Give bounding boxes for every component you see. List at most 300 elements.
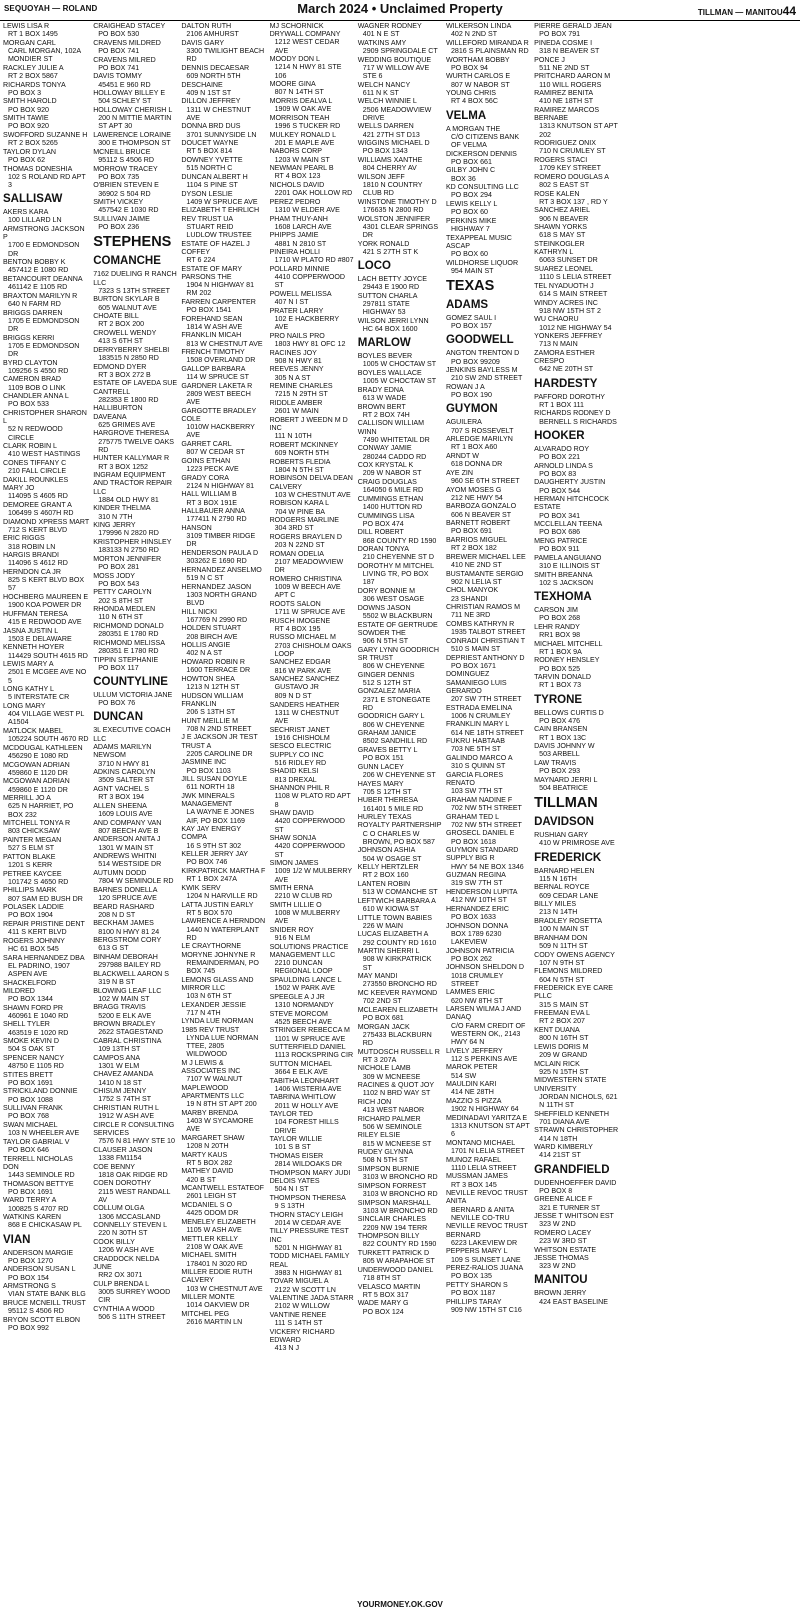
owner-address: 410 NE 2ND ST xyxy=(450,560,502,569)
owner-entry xyxy=(181,942,265,975)
owner-name: MORTON JENNIFER xyxy=(93,554,162,563)
owner-entry xyxy=(3,1196,89,1212)
owner-entry xyxy=(93,953,177,969)
owner-name: CAMPOS ANA xyxy=(93,1053,141,1062)
owner-name: POWELL MELISSA xyxy=(269,289,332,298)
owner-entry xyxy=(93,785,177,801)
owner-address: 120 SPRUCE AVE xyxy=(98,893,157,902)
owner-address: 822 COUNTY RD 1590 xyxy=(362,1240,437,1249)
owner-address: 614 NE 18TH STREET xyxy=(450,728,524,737)
owner-address: 1608 LARCH AVE xyxy=(274,222,332,231)
owner-address: PO BOX 768 xyxy=(8,1112,50,1121)
owner-entry xyxy=(270,332,354,348)
owner-name: PEREZ PEDRO xyxy=(269,197,321,206)
owner-name: M J LEWIS & ASSOCIATES INC xyxy=(181,1058,241,1075)
owner-name: COLLUM OLGA xyxy=(93,1204,145,1213)
owner-address: PO BOX 646 xyxy=(8,1146,50,1155)
city-heading: COUNTYLINE xyxy=(93,675,168,688)
owner-address: 2209 NW 194 TERR xyxy=(362,1223,428,1232)
owner-name: YONKERS JEFFREY xyxy=(534,332,603,341)
owner-entry xyxy=(270,458,354,474)
owner-entry xyxy=(3,660,89,685)
owner-name: MAPLEWOOD APARTMENTS LLC xyxy=(181,1083,245,1100)
city-heading: HOOKER xyxy=(534,429,585,442)
city-heading: TYRONE xyxy=(534,693,583,706)
owner-entry xyxy=(181,1134,265,1150)
owner-entry xyxy=(534,640,618,656)
owner-entry xyxy=(534,709,618,725)
owner-address: 303262 E 1690 RD xyxy=(186,557,247,566)
owner-address: 1110 S LELIA STREET xyxy=(539,273,612,282)
owner-address: PO BOX 124 xyxy=(362,1307,404,1316)
owner-entry xyxy=(181,1268,265,1293)
owner-name: WATKINS AMY xyxy=(357,38,407,47)
owner-address: 318 ROBIN LN xyxy=(8,542,56,551)
owner-name: LONG KATHY L xyxy=(3,685,54,694)
owner-address: 800 N 16TH ST xyxy=(539,1034,589,1043)
owner-name: FREDERICK EYE CARE PLLC xyxy=(534,984,613,1001)
owner-name: JOHNSON ASHIA xyxy=(357,846,416,855)
owner-entry xyxy=(181,1310,265,1326)
owner-entry xyxy=(181,758,265,774)
owner-name: SHELL TYLER xyxy=(3,1020,50,1029)
owner-address: 323 W 2ND xyxy=(539,1220,576,1229)
owner-entry xyxy=(3,593,89,609)
owner-address: PO BOX 1691 xyxy=(8,1187,53,1196)
owner-entry xyxy=(3,22,89,38)
owner-entry xyxy=(358,1199,442,1215)
owner-entry xyxy=(358,39,442,55)
owner-address: PO BOX 117 xyxy=(98,663,139,672)
owner-entry xyxy=(3,551,89,567)
owner-address: PO BOX 920 xyxy=(8,122,50,131)
owner-address: RT 3 BOX 145 xyxy=(450,1180,497,1189)
owner-entry xyxy=(93,404,177,429)
owner-entry xyxy=(3,853,89,869)
owner-entry xyxy=(93,22,177,38)
owner-address: 1223 PECK AVE xyxy=(186,464,239,473)
owner-name: FREEMAN EVA L xyxy=(534,1009,590,1018)
owner-address: PO BOX 661 xyxy=(450,157,492,166)
owner-address: 1311 W CHESTNUT AVE xyxy=(274,708,339,725)
owner-name: CHAVEZ AMANDA xyxy=(93,1070,154,1079)
owner-name: MARTY KAUS xyxy=(181,1150,228,1159)
owner-name: MARGARET SHAW xyxy=(181,1133,245,1142)
owner-address: PO BOX 1618 xyxy=(450,837,496,846)
owner-entry xyxy=(93,1037,177,1053)
owner-name: WATKINS KAREN xyxy=(3,1213,61,1222)
owner-entry xyxy=(446,200,530,216)
owner-address: 4301 CLEAR SPRINGS DR xyxy=(362,222,439,239)
owner-name: WELCH NANCY xyxy=(357,80,411,89)
owner-name: CYNTHIA A WOOD xyxy=(93,1304,155,1313)
owner-address: 421 S 27TH ST K xyxy=(362,247,419,256)
owner-address: 1503 E DELAWARE xyxy=(8,634,72,643)
owner-address: 2106 AMHURST xyxy=(186,30,239,39)
owner-entry xyxy=(446,737,530,753)
owner-entry xyxy=(93,312,177,328)
owner-name: MORRISON TEAH xyxy=(269,113,330,122)
owner-address: 954 MAIN ST xyxy=(450,266,494,275)
owner-address: 414 21ST ST xyxy=(539,1151,581,1160)
owner-name: NABORS CORP xyxy=(269,147,322,156)
owner-entry xyxy=(270,884,354,900)
owner-entry xyxy=(358,863,442,879)
owner-address: 7215 N 29TH ST xyxy=(274,390,328,399)
owner-entry xyxy=(181,692,265,717)
owner-address: 1311 W CHESTNUT AVE xyxy=(186,105,251,122)
owner-entry xyxy=(270,22,354,55)
owner-address: 1409 W SPRUCE AVE xyxy=(186,197,258,206)
listing-column xyxy=(532,22,620,1594)
owner-name: AGNT VACHEL S xyxy=(93,784,150,793)
owner-address: 210 SW 2ND STREET xyxy=(450,374,523,383)
owner-entry xyxy=(446,771,530,796)
owner-name: LAW TRAVIS xyxy=(534,758,577,767)
owner-address: 1214 N HWY 81 STE 106 xyxy=(274,63,342,80)
owner-address: 206 W CHEYENNE ST xyxy=(362,770,436,779)
owner-entry xyxy=(446,486,530,502)
owner-name: RACINES JOY xyxy=(269,348,317,357)
owner-name: VANTINE RENEE xyxy=(269,1311,327,1320)
owner-name: BURTON SKYLAR B xyxy=(93,295,160,304)
owner-address: 1301 W ELM xyxy=(98,1061,140,1070)
owner-entry xyxy=(534,1212,618,1228)
owner-entry xyxy=(93,346,177,362)
owner-name: HALLIBURTON DAVEANA xyxy=(93,404,143,421)
owner-name: CLAUSER JASON xyxy=(93,1145,153,1154)
owner-entry xyxy=(181,348,265,364)
owner-name: TEXAPPEAL MUSIC ASCAP xyxy=(445,233,512,250)
owner-entry xyxy=(3,275,89,291)
owner-entry xyxy=(181,901,265,917)
owner-entry xyxy=(3,568,89,593)
owner-name: SMITH ERNA xyxy=(269,884,314,893)
owner-address: 816 W PARK AVE xyxy=(274,666,332,675)
owner-address: BERNARD & ANITA NEVILLE CO-TRU xyxy=(450,1205,514,1222)
owner-name: WIGGINS MICHAEL D xyxy=(357,139,430,148)
owner-name: TILLY PRESSURE TEST INC xyxy=(269,1227,349,1244)
owner-address: 36902 S 504 RD xyxy=(98,189,151,198)
owner-address: 509 N 11TH ST xyxy=(539,941,588,950)
owner-name: LEWIS KELLY L xyxy=(445,199,498,208)
owner-address: PO BOX 686 xyxy=(539,528,581,537)
city-heading: GUYMON xyxy=(445,403,498,416)
city-heading: SALLISAW xyxy=(3,193,63,206)
listing-column xyxy=(268,22,356,1594)
listing-column xyxy=(444,22,532,1594)
owner-entry xyxy=(270,248,354,264)
city-heading: GOODWELL xyxy=(445,334,514,347)
owner-address: 2501 E MCGEE AVE NO 5 xyxy=(8,668,87,685)
owner-name: MUSSMAN JAMES xyxy=(445,1172,508,1181)
owner-entry xyxy=(446,72,530,88)
header-left-range: SEQUOYAH — ROLAND xyxy=(4,4,98,13)
owner-entry xyxy=(93,1238,177,1254)
owner-name: SHAWN YORKS xyxy=(534,223,587,232)
owner-name: HILL NICKI xyxy=(181,607,217,616)
owner-address: 510 S MAIN ST xyxy=(450,644,501,653)
owner-address: 1313 KNUTSON ST APT 6 xyxy=(450,1121,530,1139)
owner-address: 102 S ROLAND RD APT 3 xyxy=(8,172,86,189)
owner-name: POLLARD MINNIE xyxy=(269,264,330,273)
owner-name: RICHARDS RODNEY D xyxy=(534,409,611,418)
owner-name: DAVIS TOMMY xyxy=(93,72,143,81)
owner-name: DESCHAINE xyxy=(181,80,223,89)
owner-name: LATTA JUSTIN EARLY xyxy=(181,900,254,909)
owner-entry xyxy=(3,476,89,501)
owner-entry xyxy=(3,727,89,743)
owner-name: BOYLES WALLACE xyxy=(357,368,422,377)
owner-name: BECKHAM JAMES xyxy=(93,919,154,928)
owner-name: SULLIVAN FRANK xyxy=(3,1104,63,1113)
owner-entry xyxy=(358,495,442,511)
owner-name: LITTLE TOWN BABIES xyxy=(357,913,432,922)
owner-address: 1710 W PLATO RD #807 xyxy=(274,256,354,265)
owner-entry xyxy=(446,905,530,921)
owner-name: DALTON RUTH xyxy=(181,22,232,30)
owner-address: 410 W PRIMROSE AVE xyxy=(539,839,615,848)
owner-address: PO BOX 691 xyxy=(450,527,492,536)
owner-entry xyxy=(3,131,89,147)
owner-entry xyxy=(3,1155,89,1180)
owner-name: WURTH CARLOS E xyxy=(445,72,511,81)
owner-entry xyxy=(534,349,618,374)
owner-name: LANTEN ROBIN xyxy=(357,879,411,888)
owner-address: 1006 N CRUMLEY xyxy=(450,711,511,720)
owner-name: THOMPSON BILLY xyxy=(357,1232,420,1241)
owner-address: 1701 N LELIA STREET xyxy=(450,1146,525,1155)
owner-entry xyxy=(270,1152,354,1168)
owner-entry xyxy=(358,930,442,946)
owner-address: 282353 E 1800 RD xyxy=(98,395,159,404)
owner-address: HC 61 BOX 545 xyxy=(8,944,59,953)
owner-address: 707 S ROSSEVELT xyxy=(450,426,514,435)
owner-name: RICHARDS TONYA xyxy=(3,80,66,89)
owner-address: 3005 SURREY WOOD CIR xyxy=(98,1288,171,1305)
owner-address: 2601 W MAIN xyxy=(274,407,319,416)
owner-name: MAZZIO S PIZZA xyxy=(445,1096,502,1105)
owner-entry xyxy=(3,309,89,334)
owner-name: BARRIOS MIGUEL xyxy=(445,535,508,544)
owner-address: STUART REID LUDLOW TRUSTEE xyxy=(186,222,252,239)
listing-column xyxy=(179,22,267,1594)
owner-address: 456290 E 1080 RD xyxy=(8,751,69,760)
owner-address: 321 E TURNER ST xyxy=(539,1203,601,1212)
owner-entry xyxy=(93,835,177,851)
owner-name: CRADDOCK NELDA JUNE xyxy=(93,1254,160,1272)
owner-name: SUTTERFIELD DANIEL xyxy=(269,1043,346,1052)
owner-entry xyxy=(358,989,442,1005)
owner-name: SPAULDING LANCE L xyxy=(269,975,342,984)
owner-name: SANCHEZ EDGAR xyxy=(269,658,331,667)
owner-address: 1410 N 18 ST xyxy=(98,1078,142,1087)
owner-name: MCGOWAN ADRIAN xyxy=(3,760,70,769)
owner-address: 414 NE 28TH xyxy=(450,1088,494,1097)
owner-entry xyxy=(181,240,265,265)
owner-entry xyxy=(358,1023,442,1048)
owner-entry xyxy=(181,490,265,506)
owner-name: PATTON BLAKE xyxy=(3,852,56,861)
owner-entry xyxy=(181,1084,265,1109)
owner-name: TABITHA LEONHART xyxy=(269,1076,340,1085)
owner-name: THOMAS DONESHIA xyxy=(3,164,73,173)
owner-address: 7804 W SEMINOLE RD xyxy=(98,877,174,886)
owner-address: BOX 1789 6230 LAKEVIEW xyxy=(450,929,502,946)
owner-entry xyxy=(358,1249,442,1265)
owner-address: 109 13TH ST xyxy=(98,1045,141,1054)
owner-address: PO BOX 525 xyxy=(539,664,581,673)
owner-name: SULLIVAN JAIME xyxy=(93,214,150,223)
owner-address: PO BOX 60 xyxy=(450,249,488,258)
owner-entry xyxy=(270,290,354,306)
owner-address: 1600 TERRACE DR xyxy=(186,666,251,675)
owner-entry xyxy=(3,97,89,113)
owner-name: BROWN JERRY xyxy=(534,1289,587,1298)
owner-address: 402 N A ST xyxy=(186,649,223,658)
owner-name: SHEFFIELD KENNETH xyxy=(534,1109,610,1118)
owner-entry xyxy=(3,1121,89,1137)
owner-address: PO BOX 735 xyxy=(98,172,140,181)
owner-name: TURKETT PATRICK D xyxy=(357,1249,430,1258)
owner-address: 7576 N 81 HWY STE 10 xyxy=(98,1137,175,1146)
owner-address: 960 SE 6TH STREET xyxy=(450,476,520,485)
owner-name: GOODRICH GARY L xyxy=(357,712,425,721)
owner-address: 2616 MARTIN LN xyxy=(186,1318,243,1327)
owner-name: TAYLOR DYLAN xyxy=(3,147,56,156)
owner-name: TAYLOR WILLIE xyxy=(269,1135,323,1144)
owner-address: 5200 E ELK AVE xyxy=(98,1011,152,1020)
page-number: 44 xyxy=(782,4,796,18)
owner-name: GARY LYNN GOODRICH SR TRUST xyxy=(357,645,439,662)
owner-entry xyxy=(270,1328,354,1353)
owner-entry xyxy=(358,292,442,317)
owner-address: 6223 LAKEVIEW DR xyxy=(450,1238,518,1247)
owner-name: MIDWESTERN STATE UNIVERSITY xyxy=(534,1076,607,1093)
owner-entry xyxy=(3,292,89,308)
owner-name: RODNEY HENSLEY xyxy=(534,656,600,665)
owner-address: PO BOX 1088 xyxy=(8,1095,53,1104)
owner-address: 3983 N HIGHWAY 81 xyxy=(274,1268,343,1277)
owner-address: 103 W CHESTNUT AVE xyxy=(274,490,351,499)
owner-entry xyxy=(446,846,530,871)
owner-entry xyxy=(534,139,618,155)
owner-address: 275433 BLACKBURN RD xyxy=(362,1030,432,1047)
owner-address: 401 N E ST xyxy=(362,30,400,39)
owner-address: 213 N 14TH xyxy=(539,908,578,917)
owner-name: GALINDO MARCO A xyxy=(445,753,513,762)
owner-name: DOWNS JASON xyxy=(357,603,411,612)
owner-name: DOWNEY YVETTE xyxy=(181,155,243,164)
owner-address: 1818 OAK RIDGE RD xyxy=(98,1170,168,1179)
owner-entry xyxy=(181,1151,265,1167)
owner-address: 161401 5 MILE RD xyxy=(362,804,424,813)
owner-name: NICHOLS DAVID xyxy=(269,180,325,189)
owner-address: 318 N BEAVER ST xyxy=(539,47,600,55)
owner-entry xyxy=(358,562,442,587)
owner-entry xyxy=(446,259,530,275)
owner-entry xyxy=(181,850,265,866)
owner-address: 1201 S KERR xyxy=(8,860,53,869)
owner-name: YOUNG CHRIS xyxy=(445,89,496,98)
owner-name: PHILLIPS MARK xyxy=(3,886,57,895)
owner-entry xyxy=(446,89,530,105)
owner-address: 606 N BEAVER ST xyxy=(450,510,512,519)
owner-address: 519 N C ST xyxy=(186,573,224,582)
owner-entry xyxy=(358,240,442,256)
owner-entry xyxy=(3,954,89,979)
owner-address: 178401 N 3020 RD xyxy=(186,1259,248,1268)
owner-address: 3701 SUNNYSIDE LN xyxy=(186,130,257,139)
owner-entry xyxy=(181,608,265,624)
owner-name: REEVES JENNY xyxy=(269,365,324,374)
owner-entry xyxy=(270,1077,354,1093)
owner-name: PAINTER MEGAN xyxy=(3,835,62,844)
owner-name: GOINS ETHAN xyxy=(181,456,231,465)
owner-address: 459860 E 1120 DR xyxy=(8,785,68,794)
owner-name: MEDINADAVI YARITZA E xyxy=(445,1113,528,1122)
owner-address: 300 E THOMPSON ST xyxy=(98,139,171,148)
owner-name: PRATER LARRY xyxy=(269,306,324,315)
owner-address: RT 1 BOX 9A xyxy=(539,647,582,656)
owner-address: 1502 W PARK AVE xyxy=(274,984,336,993)
owner-name: RUSSO MICHAEL M xyxy=(269,633,336,642)
owner-address: 167769 N 2990 RD xyxy=(186,615,248,624)
owner-entry xyxy=(3,1180,89,1196)
owner-entry xyxy=(270,784,354,809)
owner-address: 807 W NABOR ST xyxy=(450,80,510,89)
owner-entry xyxy=(446,754,530,770)
owner-name: MCDOUGAL KATHLEEN xyxy=(3,743,83,752)
owner-name: LEFTWICH BARBARA A xyxy=(357,896,436,905)
owner-entry xyxy=(93,852,177,868)
owner-entry xyxy=(270,147,354,163)
owner-name: J E JACKSON JR TEST TRUST A xyxy=(181,733,258,750)
owner-entry xyxy=(270,600,354,616)
owner-address: 1101 W SPRUCE AVE xyxy=(274,1034,346,1043)
owner-entry xyxy=(534,759,618,775)
owner-name: PEREZ-RALIOS JUANA xyxy=(445,1264,524,1273)
owner-address: RT 2 BOX 5265 xyxy=(8,139,58,148)
owner-name: PETTY CAROLYN xyxy=(93,588,152,597)
owner-address: 1912 W ASH AVE xyxy=(98,1112,155,1121)
owner-address: 1916 CHISHOLM xyxy=(274,733,330,742)
owner-entry xyxy=(181,566,265,582)
owner-address: 48750 E 1105 RD xyxy=(8,1062,64,1071)
owner-address: 19 N 8TH ST APT 200 xyxy=(186,1100,257,1109)
owner-address: PO BOX 268 xyxy=(539,614,581,623)
owner-entry xyxy=(181,549,265,565)
owner-address: PO BOX 3 xyxy=(8,88,42,97)
owner-entry xyxy=(446,234,530,259)
owner-address: 319 SW 7TH ST xyxy=(450,879,503,888)
owner-entry xyxy=(270,349,354,365)
city-heading: MARLOW xyxy=(357,337,411,350)
owner-entry xyxy=(534,56,618,72)
owner-address: 2108 W OAK AVE xyxy=(186,1242,244,1251)
owner-entry xyxy=(358,1131,442,1147)
owner-entry xyxy=(270,976,354,992)
owner-entry xyxy=(534,623,618,639)
owner-name: DOMINGUEZ SAMANIEGO LUIS GERARDO xyxy=(445,670,507,695)
owner-entry xyxy=(358,729,442,745)
owner-name: DEPRIEST ANTHONY D xyxy=(445,653,525,662)
owner-entry xyxy=(270,767,354,783)
owner-address: 512 S 12TH ST xyxy=(362,678,412,687)
owner-name: BRADLEY ROSETTA xyxy=(534,916,603,925)
owner-name: PONCE J xyxy=(534,55,565,64)
owner-address: 413 N J xyxy=(274,1344,300,1353)
